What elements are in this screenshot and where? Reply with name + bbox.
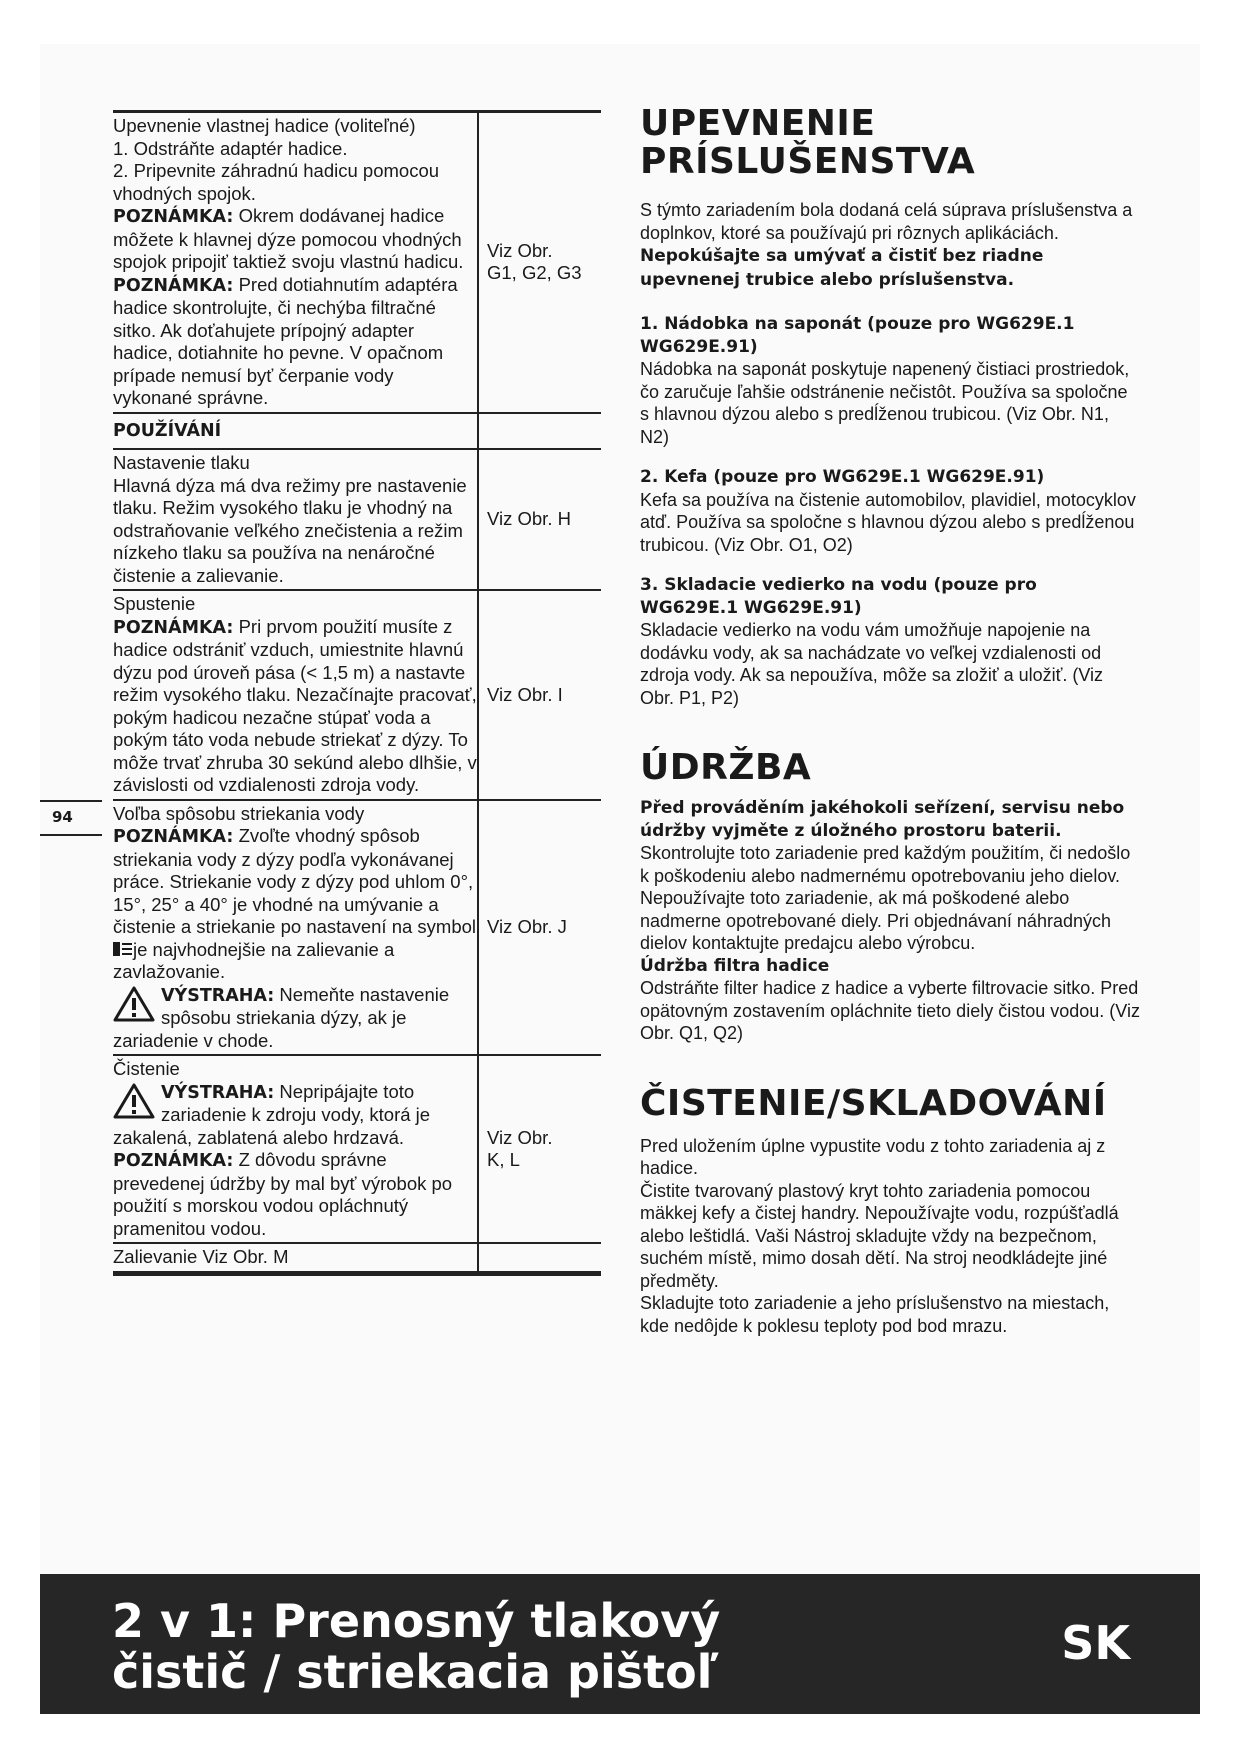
table-cell-description [113, 414, 479, 449]
maintenance-warning: Před prováděním jakéhokoli seřízení, servisu nebo údržby vyjměte z úložného prostoru baterii. [640, 798, 1125, 841]
figure-reference: Viz Obr. I [487, 683, 563, 705]
accessories-intro [640, 199, 1140, 291]
table-cell-description [113, 591, 479, 799]
accessory-3-text: Skladacie vedierko na vodu vám umožňuje napojenie na dodávku vody, ak sa nachádzate vo veľkej vzdialenosti od zdroja vody. Ak sa nepoužíva, môže sa zložiť a uložiť. (Viz Obr. P1, P2) [640, 620, 1104, 708]
accessories-intro-text: S týmto zariadením bola dodaná celá súprava príslušenstva a doplnkov, ktoré sa používajú pri rôznych aplikáciách. [640, 200, 1133, 243]
instructions-table [113, 110, 601, 1276]
accessory-3-title: 3. Skladacie vedierko na vodu (pouze pro WG629E.1 WG629E.91) [640, 575, 1037, 618]
accessories-intro-warning: Nepokúšajte sa umývať a čistiť bez riadne upevnenej trubice alebo príslušenstva. [640, 246, 1044, 290]
note-text: POZNÁMKA: Pred dotiahnutím adaptéra hadice skontrolujte, či nechýba filtračné sitko. Ak doťahujete prípojný adapter hadice, dotiahnite ho pevne. V opačnom prípade nemusí byť čerpanie vody vykonané správne. [113, 273, 458, 408]
figure-reference: Viz Obr. K, L [487, 1126, 553, 1170]
table-row [113, 1056, 601, 1244]
table-cell-reference [479, 414, 601, 449]
storage-paragraph-1: Pred uložením úplne vypustite vodu z tohto zariadenia aj z hadice. [640, 1135, 1106, 1178]
note-text: POZNÁMKA: Okrem dodávanej hadice môžete k hlavnej dýze pomocou vhodných spojok pripojiť taktiež svoju vlastnú hadicu. [113, 205, 464, 272]
table-row [113, 591, 601, 801]
table-cell-reference [479, 801, 601, 1055]
table-text: Zalievanie Viz Obr. M [113, 1246, 289, 1267]
spray-pattern-symbol-icon [113, 939, 133, 960]
page-number-rule-top [40, 800, 102, 802]
footer-banner [40, 1574, 1200, 1714]
accessory-2-title: 2. Kefa (pouze pro WG629E.1 WG629E.91) [640, 467, 1045, 487]
table-text: Spustenie [113, 593, 196, 614]
table-cell-description [113, 450, 479, 589]
figure-reference: Viz Obr. J [487, 916, 567, 937]
table-row [113, 414, 601, 451]
note-text: POZNÁMKA: Pri prvom použití musíte z hadice odstrániť vzduch, umiestnite hlavnú dýzu pod úroveň pása (< 1,5 m) a nastavte režim vysokého tlaku. Nezačínajte pracovať, pokým hadicou nezačne stúpať voda a pokým táto voda nebude striekať z dýzy. To môže trvať zhruba 30 sekúnd alebo dlhšie, v závislosti od vzdialenosti zdroja vody. [113, 615, 477, 795]
maintenance-heading: ÚDRŽBA [640, 747, 812, 788]
table-cell-reference [479, 1244, 601, 1271]
table-cell-reference [479, 113, 601, 412]
right-column [640, 105, 1140, 1337]
language-code: SK [1061, 1616, 1130, 1670]
page-number: 94 [52, 808, 73, 826]
warning-text: VÝSTRAHA: Nepripájajte toto zariadenie k zdroju vody, ktorá je [113, 1081, 477, 1127]
storage-paragraph-3: Skladujte toto zariadenie a jeho príslušenstvo na miestach, kde nedôjde k poklesu teploty pod bod mrazu. [640, 1293, 1110, 1336]
accessories-heading-line1: UPEVNENIE [640, 103, 876, 144]
accessory-1-text: Nádobka na saponát poskytuje napenený čistiaci prostriedok, čo zaručuje ľahšie odstránenie nečistôt. Používa sa spoločne s hlavnou dýzou alebo s predĺženou trubicou. (Viz Obr. N1, N2) [640, 359, 1130, 447]
note-text: POZNÁMKA: Z dôvodu správne prevedenej údržby by mal byť výrobok po použití s morskou vodou opláchnutý pramenitou vodou. [113, 1149, 453, 1239]
table-text: zariadenie v chode. [113, 1029, 274, 1051]
table-row [113, 1244, 601, 1276]
table-text: Nastavenie tlaku [113, 452, 250, 473]
table-cell-reference [479, 1056, 601, 1242]
table-cell-description [113, 1056, 479, 1242]
filter-maintenance-text: Odstráňte filter hadice z hadice a vyberte filtrovacie sitko. Pred opätovným zostavením opláchnite tieto diely čistou vodou. (Viz Obr. Q1, Q2) [640, 978, 1140, 1043]
table-text: zakalená, zablatená alebo hrdzavá. [113, 1126, 405, 1148]
table-text: 1. Odstráňte adaptér hadice. [113, 137, 348, 159]
table-text: 2. Pripevnite záhradnú hadicu pomocou vhodných spojok. [113, 160, 440, 204]
figure-reference: Viz Obr. H [487, 508, 571, 530]
table-row [113, 110, 601, 414]
table-row [113, 450, 601, 591]
section-header: POUŽÍVÁNÍ [113, 420, 222, 441]
accessory-1-title: 1. Nádobka na saponát (pouze pro WG629E.1 WG629E.91) [640, 314, 1075, 357]
page-number-rule-bottom [40, 834, 102, 836]
product-title [112, 1596, 720, 1698]
product-title-line2: čistič / striekacia pištoľ [112, 1645, 719, 1699]
storage-paragraph-2: Čistite tvarovaný plastový kryt tohto zariadenia pomocou mäkkej kefy a čistej handry. Nepoužívajte vodu, rozpúšťadlá alebo leštidlá. Vaši Nástroj skladujte vždy na bezpečnom, suchém místě, mimo dosah dětí. Na stroj neodkládejte jiné předměty. [640, 1180, 1119, 1291]
note-text: POZNÁMKA: Zvoľte vhodný spôsob striekania vody z dýzy podľa vykonávanej práce. Striekanie vody z dýzy pod uhlom 0°, 15°, 25° a 40° je vhodné na umývanie a čistenie a striekanie po nastavení na symbolje najvhodnejšie na zalievanie a zavlažovanie. [113, 825, 477, 982]
product-title-line1: 2 v 1: Prenosný tlakový [112, 1594, 721, 1648]
table-text: Hlavná dýza má dva režimy pre nastavenie tlaku. Režim vysokého tlaku je vhodný na odstraňovanie veľkého znečistenia a režim nízkeho tlaku sa používa na nenáročné čistenie a zalievanie. [113, 474, 467, 586]
table-cell-reference [479, 450, 601, 589]
table-cell-description [113, 801, 479, 1055]
table-text: Voľba spôsobu striekania vody [113, 802, 365, 824]
storage-heading: ČISTENIE/SKLADOVÁNÍ [640, 1082, 1107, 1124]
table-text: Čistenie [113, 1058, 180, 1079]
warning-triangle-icon [113, 984, 161, 1028]
table-text: Upevnenie vlastnej hadice (voliteľné) [113, 115, 416, 136]
warning-text: VÝSTRAHA: Nemeňte nastavenie spôsobu striekania dýzy, ak je [113, 984, 477, 1030]
table-cell-description [113, 1244, 479, 1271]
filter-maintenance-title: Údržba filtra hadice [640, 955, 830, 976]
table-row [113, 801, 601, 1057]
figure-reference: Viz Obr. G1, G2, G3 [487, 239, 582, 284]
accessory-2-text: Kefa sa používa na čistenie automobilov, plavidiel, motocyklov atď. Používa sa spoločne s hlavnou dýzou alebo s predĺženou trubicou. (Viz Obr. O1, O2) [640, 489, 1136, 555]
table-cell-description [113, 113, 479, 412]
accessories-heading-line2: PRÍSLUŠENSTVA [640, 141, 976, 182]
table-cell-reference [479, 591, 601, 799]
maintenance-text: Skontrolujte toto zariadenie pred každým použitím, či nedošlo k poškodeniu alebo nadmernému opotrebovaniu jeho dielov. Nepoužívajte toto zariadenie, ak má poškodené alebo nadmerne opotrebované diely. Pri objednávaní náhradných dielov kontaktujte predajcu alebo výrobcu. [640, 843, 1131, 953]
warning-triangle-icon [113, 1081, 161, 1125]
